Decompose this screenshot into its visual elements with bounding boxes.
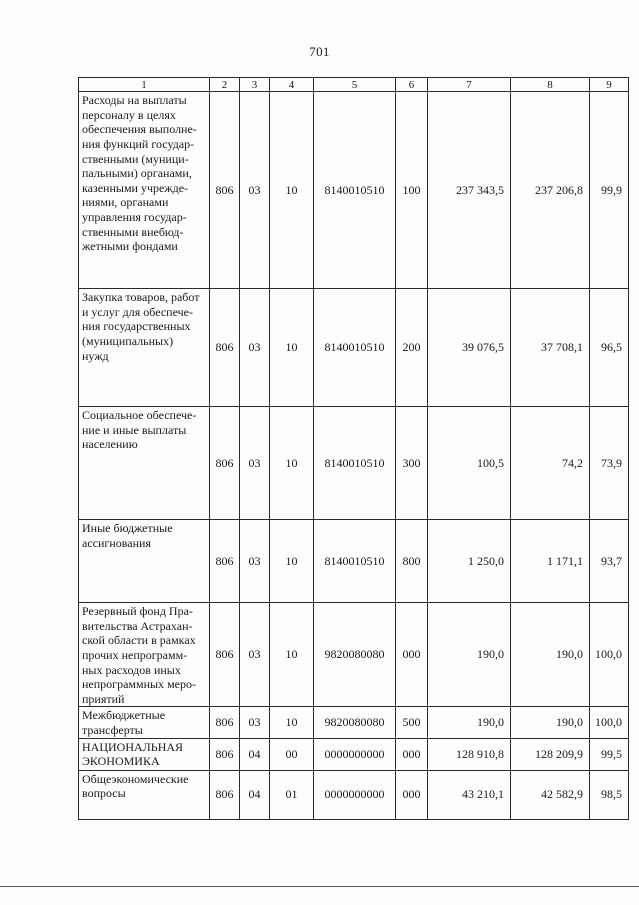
table-header-row (79, 78, 629, 92)
cell-subsection: 00 (270, 738, 314, 770)
cell-executed: 237 206,8 (511, 92, 590, 289)
cell-target-article: 9820080080 (314, 707, 396, 738)
cell-executed: 74,2 (511, 407, 590, 520)
cell-planned: 190,0 (428, 707, 511, 738)
column-header: 1 (79, 78, 210, 92)
table-row (79, 770, 629, 819)
cell-executed: 1 171,1 (511, 520, 590, 603)
cell-target-article: 0000000000 (314, 738, 396, 770)
cell-expense-type: 100 (396, 92, 428, 289)
cell-planned: 128 910,8 (428, 738, 511, 770)
cell-section: 03 (240, 289, 270, 407)
row-name: Общеэкономические вопросы (79, 770, 210, 819)
row-name: Иные бюджетные ассигнования (79, 520, 210, 603)
row-name: Расходы на выплаты персоналу в целях обеспечения выполне- ния функций государ- ственными (муници- пальными) органами, казенными учрежде- ниями, органами управления государ- ственными внебюд- жетными фондами (79, 92, 210, 289)
column-header: 3 (240, 78, 270, 92)
cell-target-article: 9820080080 (314, 603, 396, 707)
cell-section: 04 (240, 770, 270, 819)
column-header: 4 (270, 78, 314, 92)
cell-target-article: 8140010510 (314, 520, 396, 603)
cell-section: 03 (240, 520, 270, 603)
cell-ministry-code: 806 (210, 770, 240, 819)
cell-subsection: 10 (270, 407, 314, 520)
cell-expense-type: 800 (396, 520, 428, 603)
cell-executed: 37 708,1 (511, 289, 590, 407)
cell-subsection: 10 (270, 603, 314, 707)
cell-subsection: 10 (270, 520, 314, 603)
cell-planned: 237 343,5 (428, 92, 511, 289)
cell-section: 03 (240, 92, 270, 289)
cell-planned: 190,0 (428, 603, 511, 707)
table-row (79, 707, 629, 738)
cell-percent: 100,0 (590, 707, 629, 738)
cell-planned: 39 076,5 (428, 289, 511, 407)
cell-ministry-code: 806 (210, 603, 240, 707)
cell-subsection: 01 (270, 770, 314, 819)
cell-ministry-code: 806 (210, 289, 240, 407)
cell-expense-type: 000 (396, 738, 428, 770)
cell-percent: 99,9 (590, 92, 629, 289)
column-header: 9 (590, 78, 629, 92)
cell-percent: 73,9 (590, 407, 629, 520)
row-name: Социальное обеспече- ние и иные выплаты населению (79, 407, 210, 520)
cell-subsection: 10 (270, 289, 314, 407)
column-header: 2 (210, 78, 240, 92)
cell-planned: 100,5 (428, 407, 511, 520)
cell-target-article: 8140010510 (314, 407, 396, 520)
cell-subsection: 10 (270, 707, 314, 738)
cell-executed: 128 209,9 (511, 738, 590, 770)
cell-percent: 99,5 (590, 738, 629, 770)
cell-section: 03 (240, 707, 270, 738)
cell-percent: 93,7 (590, 520, 629, 603)
cell-expense-type: 000 (396, 603, 428, 707)
cell-expense-type: 500 (396, 707, 428, 738)
cell-subsection: 10 (270, 92, 314, 289)
cell-ministry-code: 806 (210, 738, 240, 770)
cell-executed: 190,0 (511, 707, 590, 738)
cell-target-article: 0000000000 (314, 770, 396, 819)
budget-table (78, 77, 629, 820)
table-row (79, 289, 629, 407)
cell-percent: 98,5 (590, 770, 629, 819)
cell-planned: 43 210,1 (428, 770, 511, 819)
row-name: Межбюджетные трансферты (79, 707, 210, 738)
cell-expense-type: 300 (396, 407, 428, 520)
column-header: 6 (396, 78, 428, 92)
cell-target-article: 8140010510 (314, 92, 396, 289)
cell-executed: 42 582,9 (511, 770, 590, 819)
cell-ministry-code: 806 (210, 520, 240, 603)
column-header: 7 (428, 78, 511, 92)
scan-edge-line (0, 886, 639, 887)
cell-section: 03 (240, 407, 270, 520)
table-row (79, 520, 629, 603)
cell-target-article: 8140010510 (314, 289, 396, 407)
cell-section: 04 (240, 738, 270, 770)
cell-ministry-code: 806 (210, 407, 240, 520)
cell-section: 03 (240, 603, 270, 707)
column-header: 8 (511, 78, 590, 92)
cell-expense-type: 000 (396, 770, 428, 819)
table-row (79, 603, 629, 707)
cell-percent: 100,0 (590, 603, 629, 707)
table-row (79, 92, 629, 289)
cell-ministry-code: 806 (210, 707, 240, 738)
cell-ministry-code: 806 (210, 92, 240, 289)
cell-expense-type: 200 (396, 289, 428, 407)
cell-executed: 190,0 (511, 603, 590, 707)
column-header: 5 (314, 78, 396, 92)
row-name: НАЦИОНАЛЬНАЯ ЭКОНОМИКА (79, 738, 210, 770)
page-number: 701 (309, 44, 330, 59)
row-name: Резервный фонд Пра- вительства Астрахан- ской области в рамках прочих непрограмм- ных расходов иных непрограммных меро- приятий (79, 603, 210, 707)
cell-percent: 96,5 (590, 289, 629, 407)
table-row (79, 738, 629, 770)
table-row (79, 407, 629, 520)
row-name: Закупка товаров, работ и услуг для обеспече- ния государственных (муниципальных) нужд (79, 289, 210, 407)
cell-planned: 1 250,0 (428, 520, 511, 603)
